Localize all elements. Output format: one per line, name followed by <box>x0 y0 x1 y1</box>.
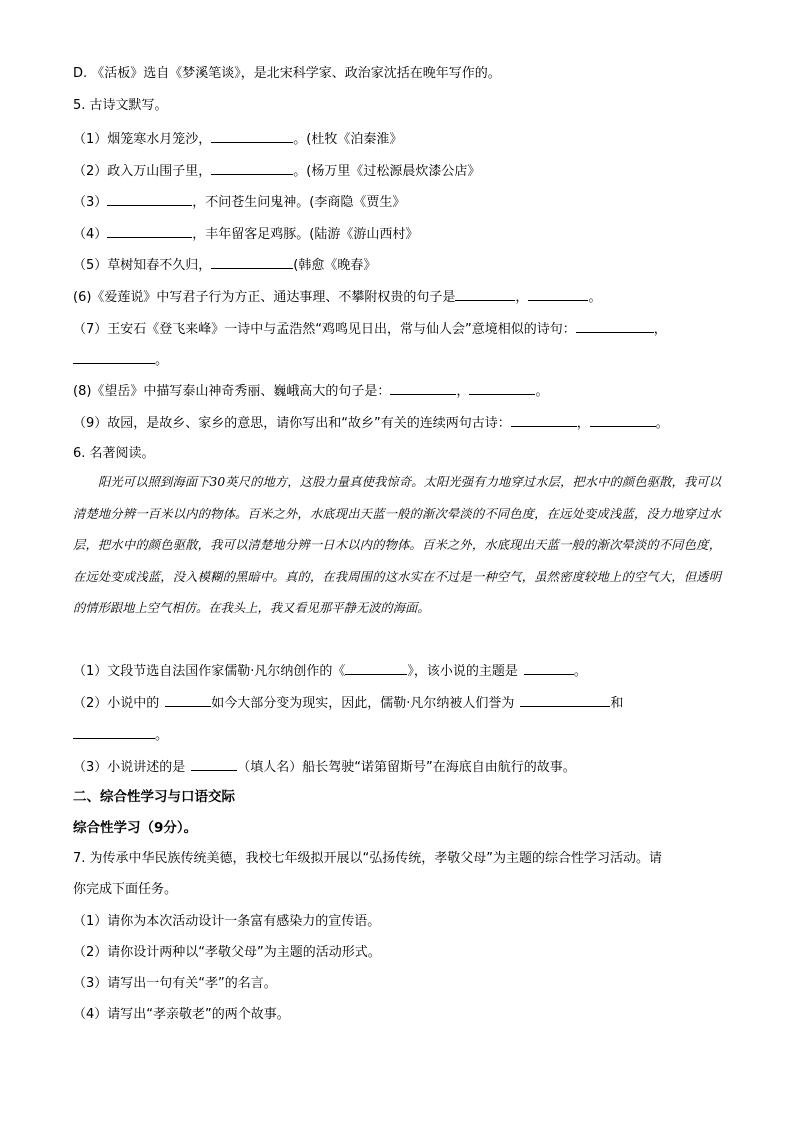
answer-blank[interactable] <box>191 756 237 771</box>
q5-5-prefix: （5）草树知春不久归， <box>73 258 212 273</box>
answer-blank[interactable] <box>211 160 293 175</box>
q7-4-text: （4）请写出“孝亲敬老”的两个故事。 <box>73 1007 290 1022</box>
answer-blank[interactable] <box>528 286 588 301</box>
question-7-4 <box>73 1005 290 1025</box>
q6-2-period: 。 <box>155 728 169 743</box>
answer-blank[interactable] <box>73 349 155 364</box>
question-5-2 <box>73 160 480 182</box>
question-7-3 <box>73 974 277 994</box>
q6-2-prefix: （2）小说中的 <box>73 696 160 711</box>
question-7-line-2 <box>73 880 177 900</box>
q5-6-period: 。 <box>588 290 602 305</box>
q5-7-prefix: （7）王安石《登飞来峰》一诗中与孟浩然“鸡鸣见日出，常与仙人会”意境相似的诗句： <box>73 322 576 337</box>
answer-blank[interactable] <box>107 223 192 238</box>
answer-blank[interactable] <box>345 660 407 675</box>
section-2-heading <box>73 787 235 807</box>
q5-9-period: 。 <box>655 416 669 431</box>
q6-2-and: 和 <box>610 696 624 711</box>
question-5-8 <box>73 380 548 402</box>
question-6-2 <box>73 692 623 714</box>
answer-blank[interactable] <box>390 380 456 395</box>
question-6-title <box>73 444 155 464</box>
q7-text-1: 7. 为传承中华民族传统美德，我校七年级拟开展以“弘扬传统，孝敬父母”为主题的综合性学习活动。请 <box>73 851 663 866</box>
question-7-line-1 <box>73 849 662 869</box>
answer-blank[interactable] <box>511 412 577 427</box>
answer-blank[interactable] <box>576 318 654 333</box>
q5-1-prefix: （1）烟笼寒水月笼沙， <box>73 132 212 147</box>
answer-blank[interactable] <box>211 128 293 143</box>
q5-8-period: 。 <box>535 384 549 399</box>
answer-blank[interactable] <box>520 692 610 707</box>
q7-text-2: 你完成下面任务。 <box>73 882 178 897</box>
answer-blank[interactable] <box>455 286 515 301</box>
q5-2-suffix: 。(杨万里《过松源晨炊漆公店》 <box>293 164 481 179</box>
q5-4-suffix: ，丰年留客足鸡豚。(陆游《游山西村》 <box>192 227 419 242</box>
option-d-text: D. 《活板》选自《梦溪笔谈》，是北宋科学家、政治家沈括在晚年写作的。 <box>73 66 501 81</box>
q5-3-suffix: ，不问苍生问鬼神。(李商隐《贾生》 <box>192 195 406 210</box>
question-5-7-cont <box>73 349 168 371</box>
q5-2-prefix: （2）政入万山围子里， <box>73 164 212 179</box>
question-6-title-text: 6. 名著阅读。 <box>73 446 155 461</box>
question-5-title <box>73 96 168 116</box>
answer-blank[interactable] <box>107 191 192 206</box>
answer-blank[interactable] <box>73 724 155 739</box>
question-5-4 <box>73 223 418 245</box>
q5-6-comma: ， <box>515 290 529 305</box>
q5-1-suffix: 。(杜牧《泊秦淮》 <box>293 132 403 147</box>
question-6-3 <box>73 756 576 778</box>
q6-2-middle: 如今大部分变为现实，因此，儒勒·凡尔纳被人们誉为 <box>211 696 515 711</box>
q7-2-text: （2）请你设计两种以“孝敬父母”为主题的活动形式。 <box>73 945 381 960</box>
q5-9-prefix: （9）故园，是故乡、家乡的意思，请你写出和“故乡”有关的连续两句古诗： <box>73 416 511 431</box>
question-5-1 <box>73 128 402 150</box>
question-5-title-text: 5. 古诗文默写。 <box>73 98 168 113</box>
section-2-heading-text: 二、综合性学习与口语交际 <box>73 789 235 805</box>
q6-3-prefix: （3）小说讲述的是 <box>73 760 186 775</box>
answer-blank[interactable] <box>469 380 535 395</box>
answer-blank[interactable] <box>165 692 211 707</box>
q6-1-period: 。 <box>573 664 587 679</box>
q6-3-suffix: （填人名）船长驾驶“诺第留斯号”在海底自由航行的故事。 <box>237 760 576 775</box>
q7-3-text: （3）请写出一句有关“孝”的名言。 <box>73 976 277 991</box>
answer-blank[interactable] <box>590 412 656 427</box>
q5-7-comma: ， <box>653 322 667 337</box>
question-7-2 <box>73 943 381 963</box>
question-5-9 <box>73 412 669 434</box>
q5-5-suffix: (韩愈《晚春》 <box>293 258 377 273</box>
q5-7-period: 。 <box>155 353 169 368</box>
question-5-7 <box>73 318 667 340</box>
q5-8-comma: ， <box>456 384 470 399</box>
q7-1-text: （1）请你为本次活动设计一条富有感染力的宣传语。 <box>73 914 381 929</box>
q5-4-prefix: （4） <box>73 227 108 242</box>
answer-blank[interactable] <box>524 660 574 675</box>
reading-passage: 阳光可以照到海面下30英尺的地方，这股力量真使我惊奇。太阳光强有力地穿过水层，把水中的颜色驱散，我可以清楚地分辨一百米以内的物体。百米之外，水底现出天蓝一般的渐次晕淡的不同色度，在远处变成浅蓝，没力地穿过水层，把水中的颜色驱散，我可以清楚地分辨一日木以内的物体。百米之外，水底现出天蓝一般的渐次晕淡的不同色度，在远处变成浅蓝，没入模糊的黑暗中。真的，在我周围的这水实在不过是一种空气，虽然密度较地上的空气大，但透明的情形跟地上空气相仿。在我头上，我又看见那平静无波的海面。 <box>73 475 721 616</box>
q5-8-prefix: (8)《望岳》中描写泰山神奇秀丽、巍峨高大的句子是： <box>73 384 391 399</box>
answer-blank[interactable] <box>211 254 293 269</box>
q6-1-middle: 》，该小说的主题是 <box>407 664 518 679</box>
q5-9-comma: ， <box>576 416 590 431</box>
q6-1-prefix: （1）文段节选自法国作家儒勒·凡尔纳创作的《 <box>73 664 346 679</box>
question-7-1 <box>73 912 380 932</box>
q5-6-prefix: (6)《爱莲说》中写君子行为方正、通达事理、不攀附权贵的句子是 <box>73 290 456 305</box>
question-6-2-cont <box>73 724 168 746</box>
q5-3-prefix: （3） <box>73 195 108 210</box>
section-2-subheading-text: 综合性学习（9分）。 <box>73 820 198 836</box>
option-d-line <box>73 64 501 84</box>
question-5-3 <box>73 191 405 213</box>
question-5-6 <box>73 286 601 308</box>
question-6-1 <box>73 660 587 682</box>
question-5-5 <box>73 254 376 276</box>
section-2-subheading <box>73 818 197 838</box>
